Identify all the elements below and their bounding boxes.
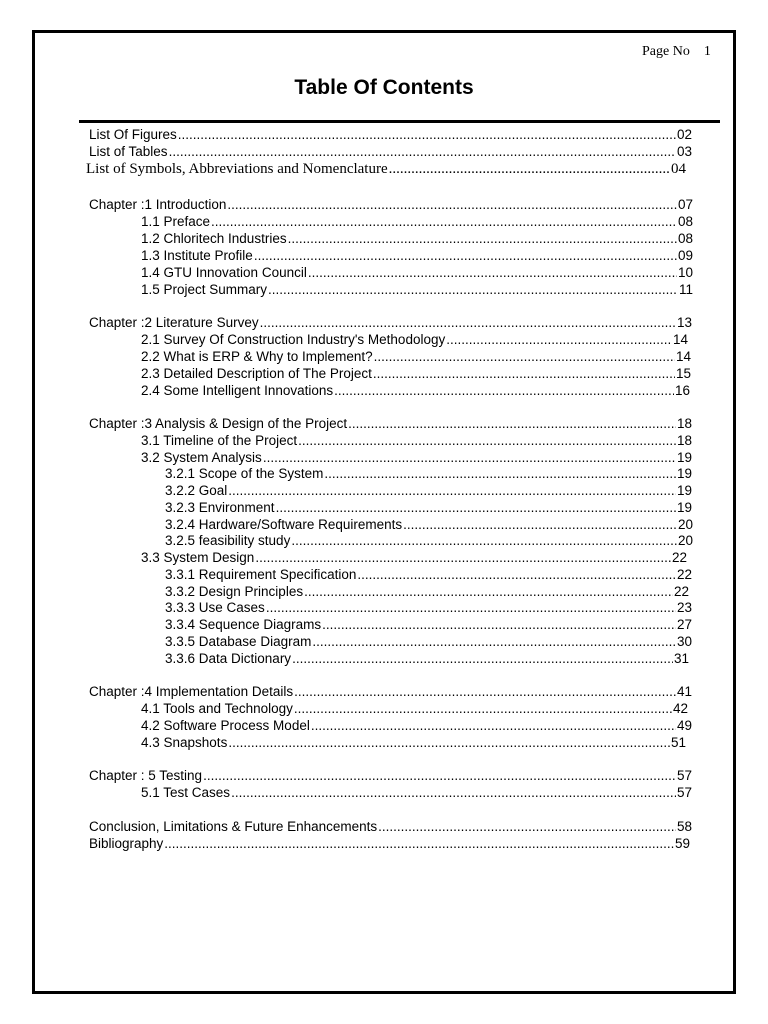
toc-leader (255, 549, 671, 566)
toc-section[interactable] (141, 331, 688, 348)
toc-subsection[interactable] (165, 516, 693, 533)
toc-entry-page: 14 (672, 332, 688, 347)
toc-leader (446, 331, 672, 348)
toc-entry-page: 18 (676, 433, 692, 448)
toc-section[interactable] (141, 700, 688, 717)
toc-entry-page: 19 (676, 483, 692, 498)
toc-entry-page: 58 (676, 819, 692, 834)
toc-entry-page: 30 (676, 634, 692, 649)
toc-entry-label: List of Tables (89, 144, 168, 159)
toc-entry-page: 59 (674, 836, 690, 851)
toc-entry-label: List of Symbols, Abbreviations and Nomenclature (86, 161, 388, 177)
toc-section[interactable] (141, 717, 692, 734)
toc-entry-label: Chapter : 5 Testing (89, 768, 203, 783)
toc-subsection[interactable] (165, 465, 692, 482)
toc-leader (288, 230, 677, 247)
toc-section[interactable] (141, 247, 693, 264)
toc-entry-label: 1.1 Preface (141, 214, 211, 229)
toc-entry-page: 19 (676, 450, 692, 465)
toc-chapter[interactable] (89, 835, 690, 852)
toc-entry-label: 4.2 Software Process Model (141, 718, 310, 733)
toc-leader (211, 213, 677, 230)
toc-entry-label: 3.2.1 Scope of the System (165, 466, 324, 481)
toc-entry-label: 3.2.3 Environment (165, 500, 275, 515)
toc-entry-label: 3.2.2 Goal (165, 483, 228, 498)
toc-entry-label: 3.3.2 Design Principles (165, 584, 304, 599)
toc-entry-page: 03 (676, 144, 692, 159)
toc-section[interactable] (141, 365, 691, 382)
toc-entry-page: 18 (676, 416, 692, 431)
toc-entry-label: Bibliography (89, 836, 164, 851)
toc-leader (403, 516, 677, 533)
toc-leader (263, 449, 676, 466)
toc-section[interactable] (141, 449, 692, 466)
toc-entry-label: 3.3.4 Sequence Diagrams (165, 617, 322, 632)
toc-leader (378, 818, 676, 835)
toc-entry-label: Chapter :4 Implementation Details (89, 684, 294, 699)
toc-entry-page: 23 (676, 600, 692, 615)
toc-subsection[interactable] (165, 532, 693, 549)
toc-leader (389, 161, 670, 178)
toc-entry-page: 27 (676, 617, 692, 632)
toc-subsection[interactable] (165, 616, 692, 633)
toc-leader (228, 734, 670, 751)
toc-entry-page: 09 (677, 248, 693, 263)
toc-entry-label: 3.2.4 Hardware/Software Requirements (165, 517, 403, 532)
toc-leader (374, 348, 675, 365)
toc-entry-label: Chapter :3 Analysis & Design of the Project (89, 416, 348, 431)
toc-leader (373, 365, 675, 382)
toc-entry-page: 08 (677, 231, 693, 246)
toc-section[interactable] (141, 432, 692, 449)
toc-entry-label: 5.1 Test Cases (141, 785, 231, 800)
toc-entry-page: 57 (676, 768, 692, 783)
toc-section[interactable] (141, 213, 693, 230)
toc-entry-page: 22 (671, 550, 687, 565)
page-title: Table Of Contents (294, 76, 474, 99)
toc-leader (311, 717, 676, 734)
toc-entry-label: 1.4 GTU Innovation Council (141, 265, 307, 280)
toc-entry-page: 49 (676, 718, 692, 733)
toc-entry-page: 51 (670, 735, 686, 750)
toc-entry-label: Chapter :1 Introduction (89, 197, 227, 212)
toc-entry[interactable] (86, 161, 686, 178)
toc-leader (348, 415, 676, 432)
page-number-value: 1 (703, 44, 711, 59)
toc-section[interactable] (141, 281, 693, 298)
toc-leader (304, 583, 673, 600)
toc-entry-page: 16 (674, 383, 690, 398)
toc-chapter[interactable] (89, 767, 692, 784)
toc-entry-page: 04 (671, 161, 686, 177)
toc-entry-label: 4.1 Tools and Technology (141, 701, 293, 716)
toc-entry-page: 10 (677, 265, 693, 280)
toc-entry-page: 02 (676, 127, 692, 142)
toc-entry-label: 2.3 Detailed Description of The Project (141, 366, 372, 381)
toc-leader (292, 650, 673, 667)
toc-leader (322, 616, 676, 633)
toc-entry-page: 19 (676, 466, 692, 481)
page-label: Page No (642, 44, 690, 59)
toc-subsection[interactable] (165, 599, 692, 616)
toc-leader (298, 432, 676, 449)
toc-leader (203, 767, 676, 784)
toc-entry-page: 11 (678, 282, 693, 297)
toc-entry-label: 1.3 Institute Profile (141, 248, 253, 263)
toc-entry-page: 42 (672, 701, 688, 716)
toc-leader (164, 835, 674, 852)
toc-entry-label: 2.4 Some Intelligent Innovations (141, 383, 334, 398)
toc-entry[interactable] (89, 126, 692, 143)
toc-section[interactable] (141, 734, 686, 751)
toc-chapter[interactable] (89, 818, 692, 835)
toc-entry-page: 14 (675, 349, 691, 364)
toc-leader (308, 264, 677, 281)
toc-leader (357, 566, 676, 583)
toc-subsection[interactable] (165, 499, 692, 516)
toc-entry-label: List Of Figures (89, 127, 177, 142)
toc-leader (169, 143, 676, 160)
toc-leader (294, 700, 672, 717)
toc-entry-label: 1.2 Chloritech Industries (141, 231, 287, 246)
toc-section[interactable] (141, 264, 693, 281)
toc-subsection[interactable] (165, 650, 689, 667)
toc-entry-label: 3.3.1 Requirement Specification (165, 567, 357, 582)
toc-entry-page: 08 (677, 214, 693, 229)
toc-section[interactable] (141, 784, 692, 801)
toc-entry-label: 2.2 What is ERP & Why to Implement? (141, 349, 373, 364)
toc-leader (254, 247, 677, 264)
toc-entry-label: 3.3.3 Use Cases (165, 600, 265, 615)
toc-leader (178, 126, 676, 143)
toc-section[interactable] (141, 549, 687, 566)
toc-entry-label: 3.2.5 feasibility study (165, 533, 291, 548)
toc-leader (231, 784, 676, 801)
toc-entry-page: 57 (676, 785, 692, 800)
toc-section[interactable] (141, 230, 693, 247)
toc-entry-page: 15 (675, 366, 691, 381)
toc-leader (260, 314, 676, 331)
toc-entry-label: 3.2 System Analysis (141, 450, 262, 465)
toc-entry-page: 20 (677, 533, 693, 548)
toc-section[interactable] (141, 382, 690, 399)
toc-leader (294, 683, 676, 700)
toc-entry-label: Conclusion, Limitations & Future Enhancements (89, 819, 378, 834)
toc-entry-page: 41 (676, 684, 692, 699)
toc-leader (334, 382, 674, 399)
toc-subsection[interactable] (165, 566, 692, 583)
toc-leader (266, 599, 676, 616)
toc-leader (324, 465, 676, 482)
toc-subsection[interactable] (165, 482, 692, 499)
toc-leader (227, 196, 677, 213)
toc-entry[interactable] (89, 143, 692, 160)
toc-entry-page: 31 (673, 651, 689, 666)
toc-section[interactable] (141, 348, 691, 365)
toc-entry-label: 3.1 Timeline of the Project (141, 433, 298, 448)
toc-leader (268, 281, 678, 298)
toc-entry-label: 4.3 Snapshots (141, 735, 228, 750)
toc-leader (228, 482, 676, 499)
toc-entry-page: 22 (673, 584, 689, 599)
toc-entry-page: 07 (677, 197, 693, 212)
toc-chapter[interactable] (89, 314, 692, 331)
toc-leader (276, 499, 676, 516)
toc-entry-label: 2.1 Survey Of Construction Industry's Methodology (141, 332, 446, 347)
toc-subsection[interactable] (165, 633, 692, 650)
toc-leader (291, 532, 677, 549)
toc-entry-page: 22 (676, 567, 692, 582)
toc-entry-page: 20 (677, 517, 693, 532)
toc-entry-label: 3.3.5 Database Diagram (165, 634, 312, 649)
toc-subsection[interactable] (165, 583, 689, 600)
toc-entry-label: 3.3.6 Data Dictionary (165, 651, 292, 666)
toc-entry-label: 1.5 Project Summary (141, 282, 268, 297)
toc-chapter[interactable] (89, 196, 693, 213)
toc-leader (312, 633, 676, 650)
toc-chapter[interactable] (89, 683, 692, 700)
toc-entry-page: 19 (676, 500, 692, 515)
toc-entry-label: Chapter :2 Literature Survey (89, 315, 259, 330)
toc-entry-label: 3.3 System Design (141, 550, 255, 565)
toc-chapter[interactable] (89, 415, 692, 432)
toc-entry-page: 13 (676, 315, 692, 330)
